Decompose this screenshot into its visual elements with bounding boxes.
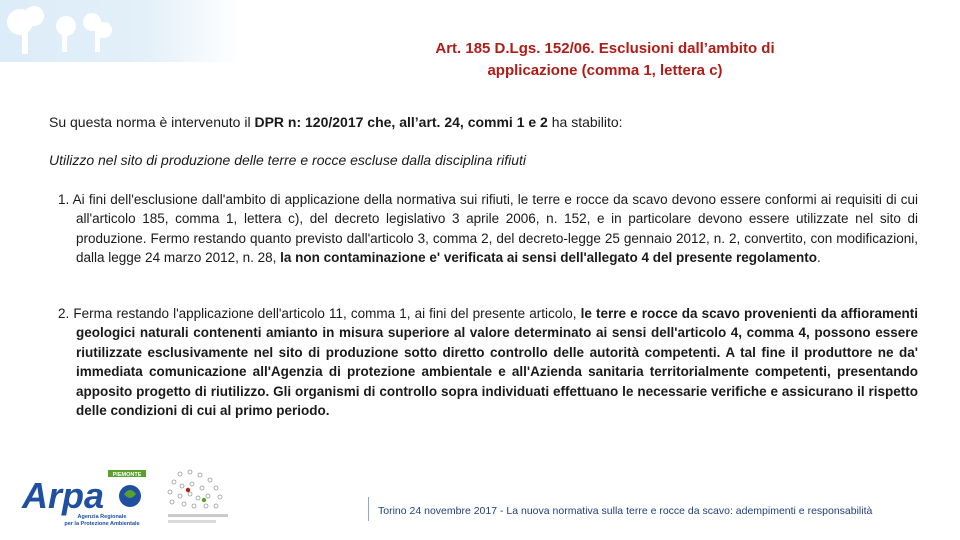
title-line-1: Art. 185 D.Lgs. 152/06. Esclusioni dall’ambito di [435, 40, 775, 57]
logo-brand-text: Arpa [22, 475, 105, 516]
header-decoration-graphic [0, 0, 240, 62]
network-logo [160, 466, 250, 528]
paragraph-bold-text: le terre e rocce da scavo provenienti da affioramenti geologici naturali contenenti amianto in misura superiore al valore determinato ai sensi dell'articolo 4, comma 4, possono essere riutilizzate esclusivamente nel sito di produzione sotto diretto controllo delle autorità competenti. A tal fine il produttore ne da' immediata comunicazione all'Agenzia di protezione ambientale e all'Azienda sanitaria territorialmente competenti, presentando apposito progetto di riutilizzo. Gli organismi di controllo sopra individuati effettuano le necessarie verifiche e assicurano il rispetto delle condizioni di cui al primo periodo. [76, 306, 918, 419]
title-line-2: applicazione (comma 1, lettera c) [487, 62, 723, 79]
paragraph-number: 2. [58, 306, 70, 321]
logo-caption-line-1: Agenzia Regionale [77, 514, 127, 520]
intro-text [49, 113, 919, 131]
intro-prefix: Su questa norma è intervenuto il [49, 114, 255, 130]
paragraph-2 [58, 304, 918, 420]
paragraph-text: Ai fini dell'esclusione dall'ambito di applicazione della normativa sui rifiuti, le terre e rocce da scavo devono essere conformi ai requisiti di cui all'articolo 185, comma 1, lettera c), del decreto legislativo 3 aprile 2006, n. 152, e in particolare devono essere utilizzate nel sito di produzione. Fermo restando quanto previsto dall'articolo 3, comma 2, del decreto-legge 25 gennaio 2012, n. 2, convertito, con modificazioni, dalla legge 24 marzo 2012, n. 28, [69, 192, 918, 266]
paragraph-number: 1. [58, 192, 70, 207]
intro-suffix: ha stabilito: [547, 114, 623, 130]
paragraph-1 [58, 190, 918, 268]
logo-caption-line-2: per la Protezione Ambientale [64, 521, 140, 527]
intro-bold: DPR n: 120/2017 che, all’art. 24, commi 1 e 2 [254, 114, 548, 130]
paragraph-end: . [817, 250, 821, 266]
logo-region-text: PIEMONTE [112, 472, 142, 478]
section-subheading: Utilizzo nel sito di produzione delle terre e rocce escluse dalla disciplina rifiuti [49, 152, 527, 168]
slide-title [380, 38, 830, 82]
footer-divider [368, 497, 369, 521]
footer-text: Torino 24 novembre 2017 - La nuova normativa sulla terre e rocce da scavo: adempimenti e responsabilità [378, 505, 873, 517]
paragraph-text: Ferma restando l'applicazione dell'articolo 11, comma 1, ai fini del presente articolo, [69, 306, 581, 321]
arpa-logo [20, 468, 150, 528]
paragraph-bold-text: la non contaminazione e' verificata ai sensi dell'allegato 4 del presente regolamento [280, 250, 817, 266]
